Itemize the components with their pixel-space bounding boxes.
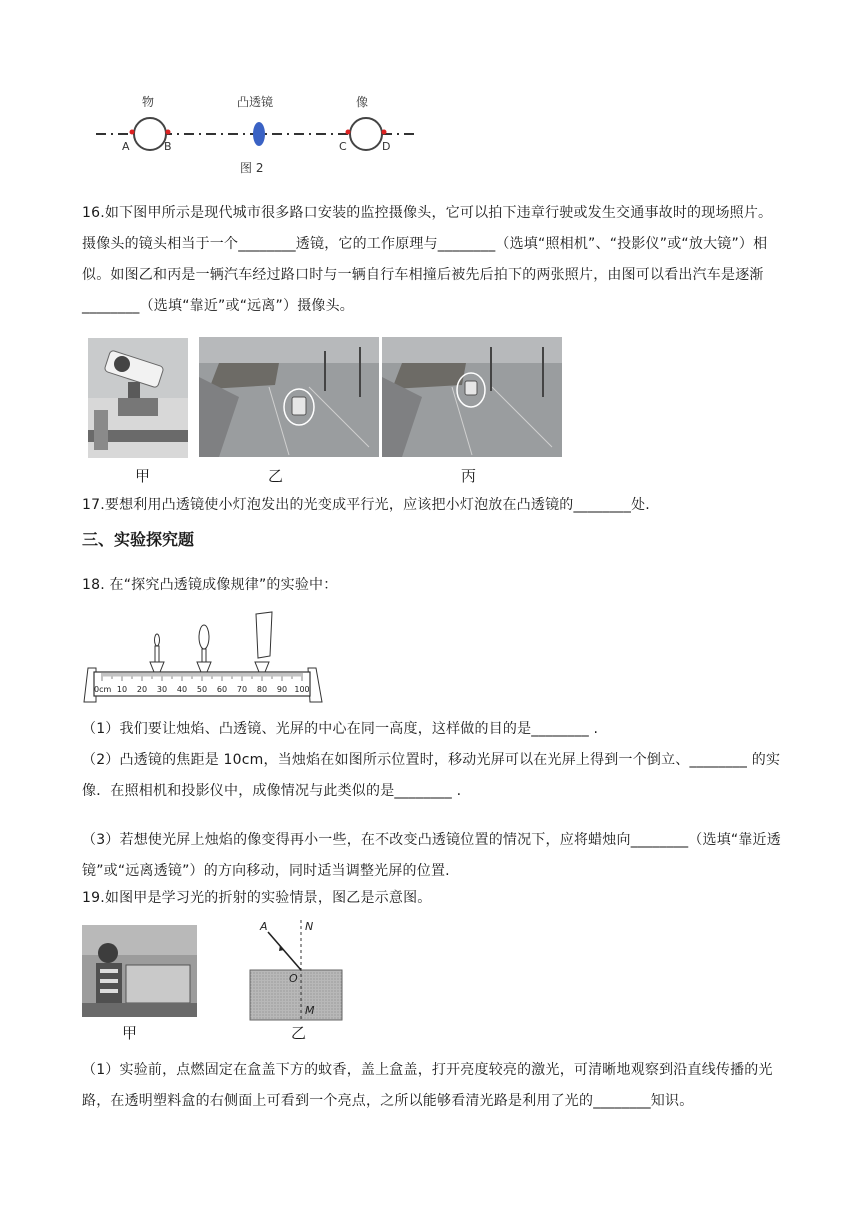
label-lens: 凸透镜 xyxy=(237,95,274,109)
label-m: M xyxy=(305,1004,315,1017)
label-point-b: B xyxy=(164,140,172,153)
ruler-tick-label: 0cm xyxy=(94,685,112,694)
label-point-a: A xyxy=(122,140,130,153)
optical-bench-figure xyxy=(82,606,338,706)
ruler-tick-label: 30 xyxy=(156,685,168,694)
label-n: N xyxy=(305,920,314,933)
candle xyxy=(150,634,164,672)
point-b-dot xyxy=(166,130,171,135)
point-c-dot xyxy=(346,130,351,135)
ruler-tick-label: 100 xyxy=(294,685,310,694)
lens-on-bench xyxy=(197,625,211,672)
question-18-intro: 18. 在“探究凸透镜成像规律”的实验中： xyxy=(82,577,338,593)
figure-2-optical-axis xyxy=(90,92,430,182)
caption-bing: 丙 xyxy=(461,467,477,485)
caption-19-jia: 甲 xyxy=(122,1024,138,1042)
caption-yi: 乙 xyxy=(268,467,284,485)
photo-intersection-bing xyxy=(382,337,562,457)
object-circle xyxy=(134,118,166,150)
caption-19-yi: 乙 xyxy=(291,1024,307,1042)
question-17-text: 17.要想利用凸透镜使小灯泡发出的光变成平行光，应该把小灯泡放在凸透镜的________处. xyxy=(82,497,650,513)
image-circle xyxy=(350,118,382,150)
caption-jia: 甲 xyxy=(135,467,151,485)
question-19-intro: 19.如图甲是学习光的折射的实验情景，图乙是示意图。 xyxy=(82,890,432,906)
ruler-tick-label: 40 xyxy=(176,685,188,694)
ruler-labels xyxy=(94,685,310,694)
label-o: O xyxy=(289,972,298,985)
figure-2-caption: 图 2 xyxy=(240,161,264,175)
section-3-title: 三、实验探究题 xyxy=(82,530,195,549)
label-point-c: C xyxy=(339,140,347,153)
question-18-part-3: （3）若想使光屏上烛焰的像变得再小一些，在不改变凸透镜位置的情况下，应将蜡烛向________（选填“靠近透镜”或“远离透镜”）的方向移动，同时适当调整光屏的位置. xyxy=(82,832,781,879)
photo-surveillance-camera xyxy=(88,338,188,458)
point-a-dot xyxy=(130,130,135,135)
label-image: 像 xyxy=(356,95,369,109)
label-a: A xyxy=(260,920,268,933)
question-16-text: 16.如下图甲所示是现代城市很多路口安装的监控摄像头，它可以拍下违章行驶或发生交通事故时的现场照片。摄像头的镜头相当于一个________透镜，它的工作原理与________（选填“照相机”、“投影仪”或“放大镜”）相似。如图乙和丙是一辆汽车经过路口时与一辆自行车相撞后被先后拍下的两张照片，由图可以看出汽车是逐渐________（选填“靠近”或“远离”）摄像头。 xyxy=(82,205,773,314)
ruler-tick-label: 10 xyxy=(116,685,128,694)
ruler-tick-label: 90 xyxy=(276,685,288,694)
refraction-diagram xyxy=(244,918,344,1028)
ruler-tick-label: 60 xyxy=(216,685,228,694)
photo-intersection-yi xyxy=(199,337,379,457)
label-object: 物 xyxy=(142,95,155,109)
light-screen xyxy=(255,612,272,672)
question-18-part-1: （1）我们要让烛焰、凸透镜、光屏的中心在同一高度，这样做的目的是________ . xyxy=(82,721,599,737)
label-point-d: D xyxy=(382,140,391,153)
question-18-part-2: （2）凸透镜的焦距是 10cm，当烛焰在如图所示位置时，移动光屏可以在光屏上得到一个倒立、________ 的实像．在照相机和投影仪中，成像情况与此类似的是________ . xyxy=(82,752,781,799)
photo-refraction-experiment xyxy=(82,925,197,1017)
ruler-tick-label: 80 xyxy=(256,685,268,694)
point-d-dot xyxy=(382,130,387,135)
ruler-tick-label: 20 xyxy=(136,685,148,694)
question-19-part-1: （1）实验前，点燃固定在盒盖下方的蚊香，盖上盒盖，打开亮度较亮的激光，可清晰地观察到沿直线传播的光路，在透明塑料盒的右侧面上可看到一个亮点，之所以能够看清光路是利用了光的________知识。 xyxy=(82,1062,773,1109)
convex-lens-shape xyxy=(253,122,265,146)
ruler-tick-label: 50 xyxy=(196,685,208,694)
ruler-tick-label: 70 xyxy=(236,685,248,694)
